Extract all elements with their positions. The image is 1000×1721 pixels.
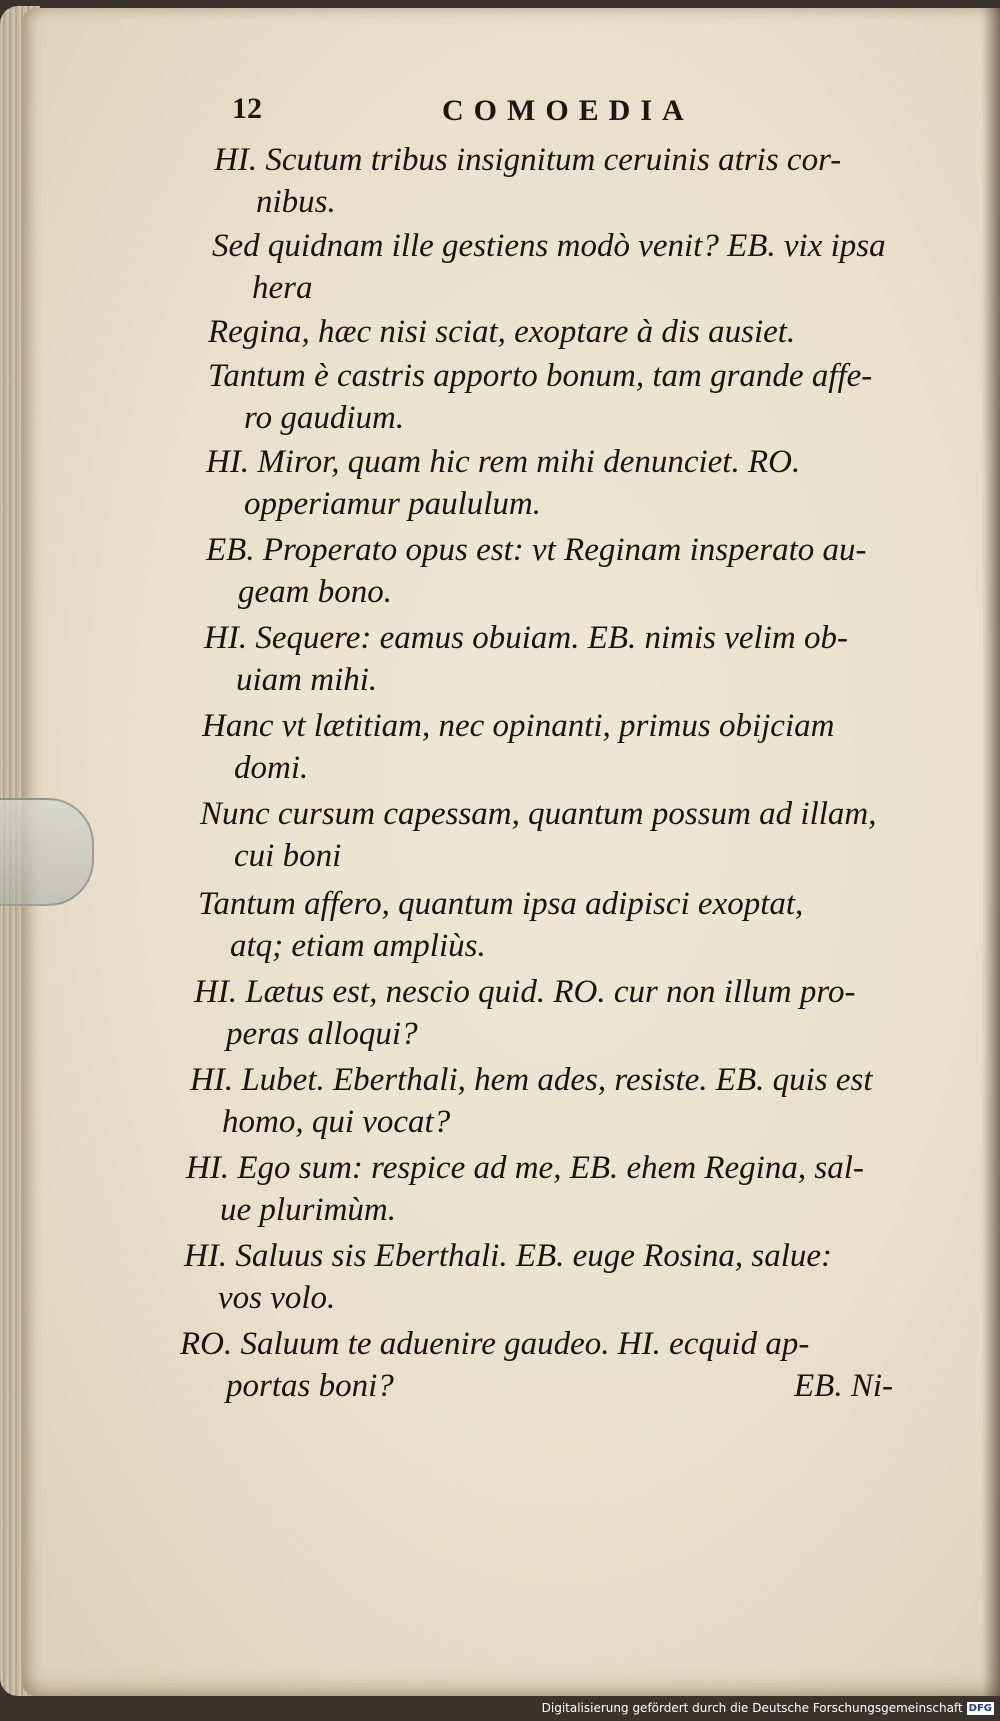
- text-line: HI. Lubet. Eberthali, hem ades, resiste. EB. quis est: [190, 1062, 873, 1098]
- credit-text: Digitalisierung gefördert durch die Deutsche Forschungsgemeinschaft: [541, 1701, 963, 1715]
- text-line: ue plurimùm.: [220, 1192, 396, 1228]
- text-line: HI. Lætus est, nescio quid. RO. cur non illum pro-: [194, 974, 856, 1010]
- text-line: vos volo.: [218, 1280, 336, 1316]
- text-line: geam bono.: [238, 574, 392, 610]
- text-line: nibus.: [256, 184, 336, 220]
- digitization-credit: [542, 1701, 994, 1715]
- text-line: HI. Scutum tribus insignitum ceruinis atris cor-: [214, 142, 842, 178]
- running-head: COMOEDIA: [442, 94, 694, 127]
- page-clip: [0, 798, 94, 906]
- text-line: RO. Saluum te aduenire gaudeo. HI. ecquid ap-: [180, 1326, 810, 1362]
- text-line: Tantum affero, quantum ipsa adipisci exoptat,: [198, 886, 804, 922]
- text-line: HI. Sequere: eamus obuiam. EB. nimis velim ob-: [204, 620, 848, 656]
- page-number: 12: [232, 92, 262, 125]
- text-line: HI. Saluus sis Eberthali. EB. euge Rosina, salue:: [184, 1238, 833, 1274]
- catchword: EB. Ni-: [794, 1368, 893, 1404]
- text-line: opperiamur paululum.: [244, 486, 541, 522]
- text-line: cui boni: [234, 838, 342, 874]
- text-line: Hanc vt lætitiam, nec opinanti, primus obijciam: [202, 708, 835, 744]
- text-line: Nunc cursum capessam, quantum possum ad illam,: [200, 796, 877, 832]
- text-line: peras alloqui?: [226, 1016, 418, 1052]
- text-line: HI. Ego sum: respice ad me, EB. ehem Regina, sal-: [186, 1150, 864, 1186]
- text-line: Sed quidnam ille gestiens modò venit? EB. vix ipsa: [212, 228, 886, 264]
- text-line: portas boni?: [226, 1368, 394, 1404]
- text-line: domi.: [234, 750, 309, 786]
- dfg-logo: DFG: [968, 1702, 992, 1714]
- text-line: hera: [252, 270, 313, 306]
- text-line: Regina, hæc nisi sciat, exoptare à dis ausiet.: [208, 314, 796, 350]
- text-line: uiam mihi.: [236, 662, 378, 698]
- page-header: [232, 92, 792, 132]
- text-line: Tantum è castris apporto bonum, tam grande affe-: [208, 358, 873, 394]
- text-line: ro gaudium.: [244, 400, 405, 436]
- text-line: atq; etiam ampliùs.: [230, 928, 486, 964]
- text-line: HI. Miror, quam hic rem mihi denunciet. RO.: [206, 444, 801, 480]
- text-line: EB. Properato opus est: vt Reginam insperato au-: [206, 532, 867, 568]
- text-line: homo, qui vocat?: [222, 1104, 451, 1140]
